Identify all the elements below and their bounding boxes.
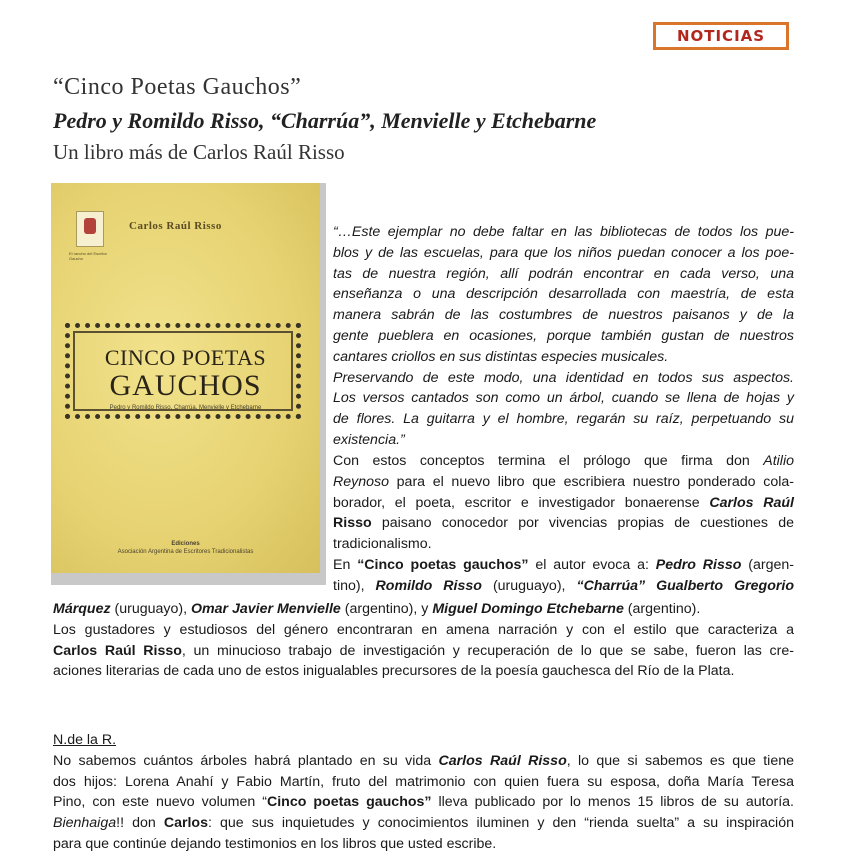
body-paragraph <box>53 599 794 682</box>
text-line <box>53 641 794 662</box>
text-run: En <box>333 556 358 573</box>
text-run: tino), <box>333 577 376 594</box>
text-line <box>333 576 794 597</box>
cover-publisher-line1: Ediciones <box>171 541 200 547</box>
cover-title-line2: GAUCHOS <box>109 369 262 402</box>
text-run: Pedro Risso <box>655 556 742 573</box>
text-run: Omar Javier Menvielle <box>190 601 341 617</box>
quote-line: de flores. La guitarra y el hombre, regarán su raíz, perpetuando su <box>333 411 794 428</box>
cover-publisher-line2: Asociación Argentina de Escritores Tradicionalistas <box>117 549 254 555</box>
text-line <box>333 493 794 514</box>
text-run: (argentino). <box>623 601 701 617</box>
quote-line: gente pueblera en ocasiones, porque también gustan de nuestros <box>333 327 794 344</box>
article-tagline: Un libro más de Carlos Raúl Risso <box>53 140 345 164</box>
text-run: Carlos Raúl Risso <box>438 752 567 769</box>
text-run: (argen- <box>741 556 795 573</box>
text-run: : que sus inquietudes y conocimientos iluminen y den “rienda suelta” a su inspiración <box>207 815 794 832</box>
text-line <box>53 813 794 834</box>
cover-logo-caption: El rancho del Escritor Gaucho <box>69 251 108 261</box>
quote-line: cantares criollos en sus distintas especies musicales. <box>333 348 669 365</box>
text-run: , lo que si sabemos es que tiene <box>566 752 795 769</box>
text-run: !! don <box>116 815 164 832</box>
publisher-logo-icon <box>76 211 104 247</box>
text-run: Romildo Risso <box>375 577 482 594</box>
prologue-quote <box>333 222 794 451</box>
text-run: el autor evoca a: <box>528 556 656 573</box>
intro-paragraph <box>333 451 794 597</box>
text-run: Con estos conceptos termina el prólogo que firma don <box>333 453 764 469</box>
text-run: Reynoso <box>333 473 389 490</box>
text-line <box>333 555 794 576</box>
article-title: “Cinco Poetas Gauchos” <box>53 74 302 100</box>
text-run: (argentino), y <box>340 601 433 617</box>
text-run: (uruguayo), <box>110 601 191 617</box>
text-line <box>333 451 794 472</box>
text-run: Márquez <box>53 601 111 617</box>
text-line: aciones literarias de cada uno de estos inigualables precursores de la poesía gauchesca del Río de la Plata. <box>53 663 735 680</box>
text-line: tradicionalismo. <box>333 536 432 553</box>
section-badge <box>653 22 789 50</box>
text-run: Carlos <box>163 815 208 832</box>
text-run: para el nuevo libro que escribiera nuestro ponderado cola- <box>389 473 794 490</box>
text-line <box>333 472 794 493</box>
text-line <box>53 792 794 813</box>
article-subtitle: Pedro y Romildo Risso, “Charrúa”, Menvielle y Etchebarne <box>53 108 597 133</box>
text-run: borador, el poeta, escritor e investigador bonaerense <box>333 494 710 511</box>
cover-title-line1: CINCO POETAS <box>104 345 267 370</box>
text-run: Pino, con este nuevo volumen “ <box>53 794 267 811</box>
text-run: “Cinco poetas gauchos” <box>357 556 529 573</box>
text-line <box>333 513 794 534</box>
quote-line: Los versos cantados son como un árbol, cuando se llena de hojas y <box>333 390 794 407</box>
quote-line: enseñanza o una descripción desarrollada con maestría, de esta <box>333 286 794 303</box>
quote-line: existencia.” <box>333 431 405 448</box>
text-run: Carlos Raúl <box>709 494 795 511</box>
text-line: Los gustadores y estudiosos del género encontraran en amena narración y con el estilo que caracteriza a <box>53 621 794 638</box>
text-line: para que continúe dejando testimonios en los libros que usted escribe. <box>53 835 497 852</box>
quote-line: blos y de las escuelas, para que los niños puedan conocer a los poe- <box>333 244 794 261</box>
cover-subtitle: Pedro y Romildo Risso, Charrúa, Menvielle y Etchebarne <box>109 405 262 411</box>
text-run: Miguel Domingo Etchebarne <box>432 601 624 617</box>
quote-line: tas de nuestra región, allí podrán encontrar en cada verso, una <box>333 265 794 282</box>
quote-line: Preservando de este modo, una identidad en todos sus aspectos. <box>333 369 794 386</box>
text-run: Bienhaiga <box>53 815 117 832</box>
cover-author: Carlos Raúl Risso <box>129 220 222 232</box>
quote-line: manera sabrán de las costumbres de nuestros paisanos y de la <box>333 307 794 324</box>
section-badge-label: NOTICIAS <box>676 27 766 45</box>
text-run: “Charrúa” Gualberto Gregorio <box>576 577 795 594</box>
editor-note-heading: N.de la R. <box>53 732 117 748</box>
text-line <box>53 751 794 772</box>
text-line: dos hijos: Lorena Anahí y Fabio Martín, fruto del matrimonio con quien fuera su esposa, doña María Teresa <box>53 773 794 790</box>
text-run: paisano conocedor por vivencias propias de cuestiones de <box>371 515 794 532</box>
text-run: (uruguayo), <box>481 577 577 594</box>
text-run: Risso <box>333 515 372 532</box>
text-run: No sabemos cuántos árboles habrá plantado en su vida <box>53 752 439 769</box>
text-run: Carlos Raúl Risso <box>53 642 182 659</box>
book-cover-image <box>51 183 320 573</box>
text-run: Cinco poetas gauchos” <box>266 794 432 811</box>
quote-line: “…Este ejemplar no debe faltar en las bibliotecas de todos los pue- <box>333 224 794 240</box>
text-run: Atilio <box>763 453 794 469</box>
editor-note <box>53 730 794 855</box>
text-line <box>53 599 794 620</box>
text-run: , un minucioso trabajo de investigación y recuperación de lo que se sabe, fueron las cre- <box>181 642 794 659</box>
text-run: lleva publicado por lo menos 15 libros de su autoría. <box>431 794 794 811</box>
